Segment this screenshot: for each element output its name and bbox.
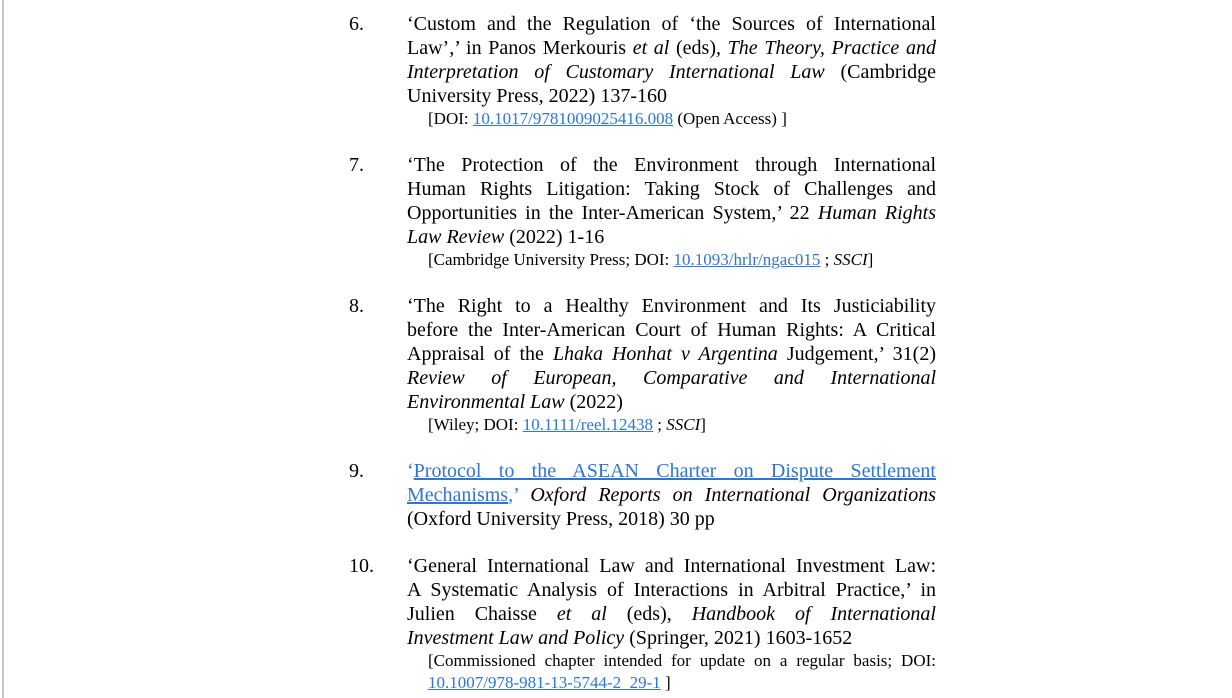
entry-body-line [407,201,936,225]
page-edge-divider [2,0,4,698]
entry-body-line [407,36,936,60]
entry-body-line [407,459,936,483]
entry-content [407,294,936,436]
italic-text: SSCI [833,250,868,269]
doi-link[interactable]: 10.1017/9781009025416.008 [472,109,674,128]
entry-note-line [428,414,936,436]
entry-note-line [428,108,936,130]
text-segment: ] [867,250,874,269]
text-segment: Judgement,’ 31(2) [777,343,936,365]
italic-text: Interpretation of Customary International Law [407,61,825,83]
text-segment: (Oxford University Press, 2018) 30 pp [407,508,715,530]
entry-note-line [428,249,936,271]
entry-body-line [407,318,936,342]
entry-body-line [407,60,936,84]
italic-text: Investment Law and Policy [407,627,625,649]
italic-text: Environmental Law [407,391,565,413]
entry-number: 6. [349,13,364,35]
publication-entry-9 [349,459,936,531]
text-segment: ‘General International Law and International Investment Law: [407,555,936,577]
italic-text: Law Review [407,226,505,248]
text-segment: ] [660,673,671,692]
italic-text: SSCI [666,415,701,434]
italic-text: Review of European, Comparative and International [407,367,936,389]
text-segment: (Springer, 2021) 1603-1652 [624,627,853,649]
text-segment: (eds), [606,603,692,625]
entry-number: 9. [349,460,364,482]
publication-entry-6 [349,12,936,130]
text-segment: (Cambridge [824,61,936,83]
publication-entry-7 [349,153,936,271]
text-segment: ‘ [407,460,414,482]
entry-body-line [407,12,936,36]
italic-text: et al [556,603,607,625]
entry-body-line [407,225,936,249]
entry-body-line [407,342,936,366]
entry-body-line [407,602,936,626]
entry-content [407,554,936,694]
text-segment: [Wiley; DOI: [428,415,523,434]
text-segment: Human Rights Litigation: Taking Stock of Challenges and [407,178,936,200]
entry-content [407,12,936,130]
publication-entry-10 [349,554,936,694]
entry-body-line [407,483,936,507]
entry-note-line [428,672,936,694]
entry-body-line [407,84,936,108]
text-segment: A Systematic Analysis of Interactions in Arbitral Practice,’ in [407,579,936,601]
text-segment: ; [820,250,834,269]
text-segment: Opportunities in the Inter-American System,’ 22 [407,202,818,224]
doi-link[interactable]: 10.1093/hrlr/ngac015 [673,250,821,269]
publication-entry-8 [349,294,936,436]
text-segment: ,’ [508,484,531,506]
entry-body-line [407,153,936,177]
text-segment: (2022) [564,391,623,413]
entry-content [407,153,936,271]
entry-body-line [407,366,936,390]
text-segment: ‘The Right to a Healthy Environment and Its Justiciability [407,295,936,317]
entry-body-line [407,177,936,201]
publication-title-link[interactable]: Mechanisms [407,484,509,506]
text-segment: [Cambridge University Press; DOI: [428,250,674,269]
italic-text: Oxford Reports on International Organizations [530,484,936,506]
text-segment: [Commissioned chapter intended for update on a regular basis; DOI: [428,651,936,670]
entry-number: 8. [349,295,364,317]
text-segment: ; [653,415,667,434]
italic-text: et al [632,37,670,59]
doi-link[interactable]: 10.1007/978-981-13-5744-2_29-1 [428,673,661,692]
entry-body-line [407,390,936,414]
entry-body-line [407,554,936,578]
text-segment: ] [700,415,706,434]
text-segment: Julien Chaisse [407,603,557,625]
italic-text: Human Rights [817,202,936,224]
doi-link[interactable]: 10.1111/reel.12438 [522,415,653,434]
publication-list [349,12,936,698]
text-segment: [DOI: [428,109,473,128]
entry-number: 10. [349,555,374,577]
text-segment: (Open Access) ] [673,109,787,128]
text-segment: Appraisal of the [407,343,553,365]
italic-text: The Theory, Practice and [727,37,936,59]
italic-text: Handbook of International [691,603,936,625]
text-segment: ‘Custom and the Regulation of ‘the Sources of International [407,13,936,35]
entry-body-line [407,507,936,531]
entry-number: 7. [349,154,364,176]
entry-body-line [407,294,936,318]
entry-body-line [407,626,936,650]
entry-note-line [428,650,936,672]
italic-text: Lhaka Honhat v Argentina [552,343,778,365]
text-segment: (2022) 1-16 [504,226,605,248]
text-segment: ‘The Protection of the Environment through International [407,154,936,176]
entry-body-line [407,578,936,602]
publication-title-link[interactable]: Protocol to the ASEAN Charter on Dispute Settlement [413,460,936,482]
entry-content [407,459,936,531]
text-segment: University Press, 2022) 137-160 [407,85,667,107]
text-segment: (eds), [669,37,728,59]
text-segment: Law’,’ in Panos Merkouris [407,37,633,59]
text-segment: before the Inter-American Court of Human Rights: A Critical [407,319,936,341]
